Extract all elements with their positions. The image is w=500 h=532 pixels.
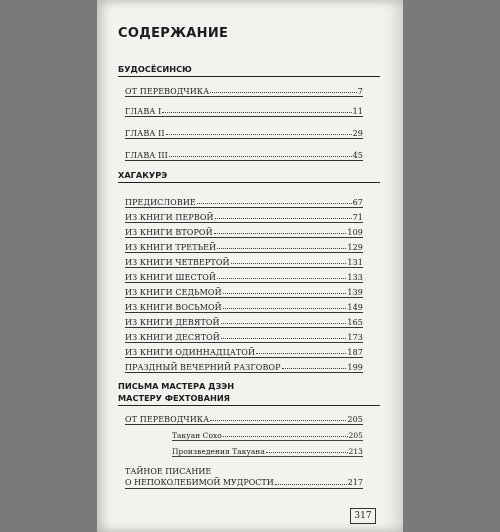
- toc-entry[interactable]: ГЛАВА II 29: [125, 126, 363, 139]
- toc-entry[interactable]: ИЗ КНИГИ ВОСЬМОЙ 149: [125, 300, 363, 313]
- toc-entry[interactable]: ОТ ПЕРЕВОДЧИКА 205: [125, 412, 363, 425]
- toc-entry[interactable]: ПРАЗДНЫЙ ВЕЧЕРНИЙ РАЗГОВОР 199: [125, 360, 363, 373]
- toc-entry[interactable]: ИЗ КНИГИ ПЕРВОЙ 71: [125, 210, 363, 223]
- toc-subentry[interactable]: Такуан Сохо 205: [172, 428, 363, 441]
- toc-entry[interactable]: ПРЕДИСЛОВИЕ 67: [125, 195, 363, 208]
- section-heading-hagakure: ХАГАКУРЭ: [118, 169, 380, 183]
- section-heading-letters: ПИСЬМА МАСТЕРА ДЗЭН МАСТЕРУ ФЕХТОВАНИЯ: [118, 380, 380, 406]
- toc-entry[interactable]: ОТ ПЕРЕВОДЧИКА 7: [125, 84, 363, 97]
- book-page: [97, 0, 403, 532]
- toc-entry[interactable]: ИЗ КНИГИ ОДИННАДЦАТОЙ 187: [125, 345, 363, 358]
- toc-entry[interactable]: ИЗ КНИГИ ВТОРОЙ 109: [125, 225, 363, 238]
- toc-entry[interactable]: ГЛАВА III 45: [125, 148, 363, 161]
- toc-entry[interactable]: ИЗ КНИГИ ДЕВЯТОЙ 165: [125, 315, 363, 328]
- toc-entry-secret-writing[interactable]: ТАЙНОЕ ПИСАНИЕ О НЕПОКОЛЕБИМОЙ МУДРОСТИ 217: [125, 467, 363, 487]
- toc-entry[interactable]: ИЗ КНИГИ ЧЕТВЕРТОЙ 131: [125, 255, 363, 268]
- section-heading-budoshoshinshu: БУДОСЁСИНСЮ: [118, 63, 380, 77]
- toc-subentry[interactable]: Произведения Такуана 213: [172, 444, 363, 457]
- toc-entry[interactable]: ГЛАВА I 11: [125, 104, 363, 117]
- page-number: 317: [350, 508, 376, 524]
- toc-entry[interactable]: ИЗ КНИГИ ТРЕТЬЕЙ 129: [125, 240, 363, 253]
- toc-entry[interactable]: ИЗ КНИГИ ШЕСТОЙ 133: [125, 270, 363, 283]
- toc-entry[interactable]: ИЗ КНИГИ ДЕСЯТОЙ 173: [125, 330, 363, 343]
- page-title: СОДЕРЖАНИЕ: [118, 26, 229, 41]
- toc-entry[interactable]: ИЗ КНИГИ СЕДЬМОЙ 139: [125, 285, 363, 298]
